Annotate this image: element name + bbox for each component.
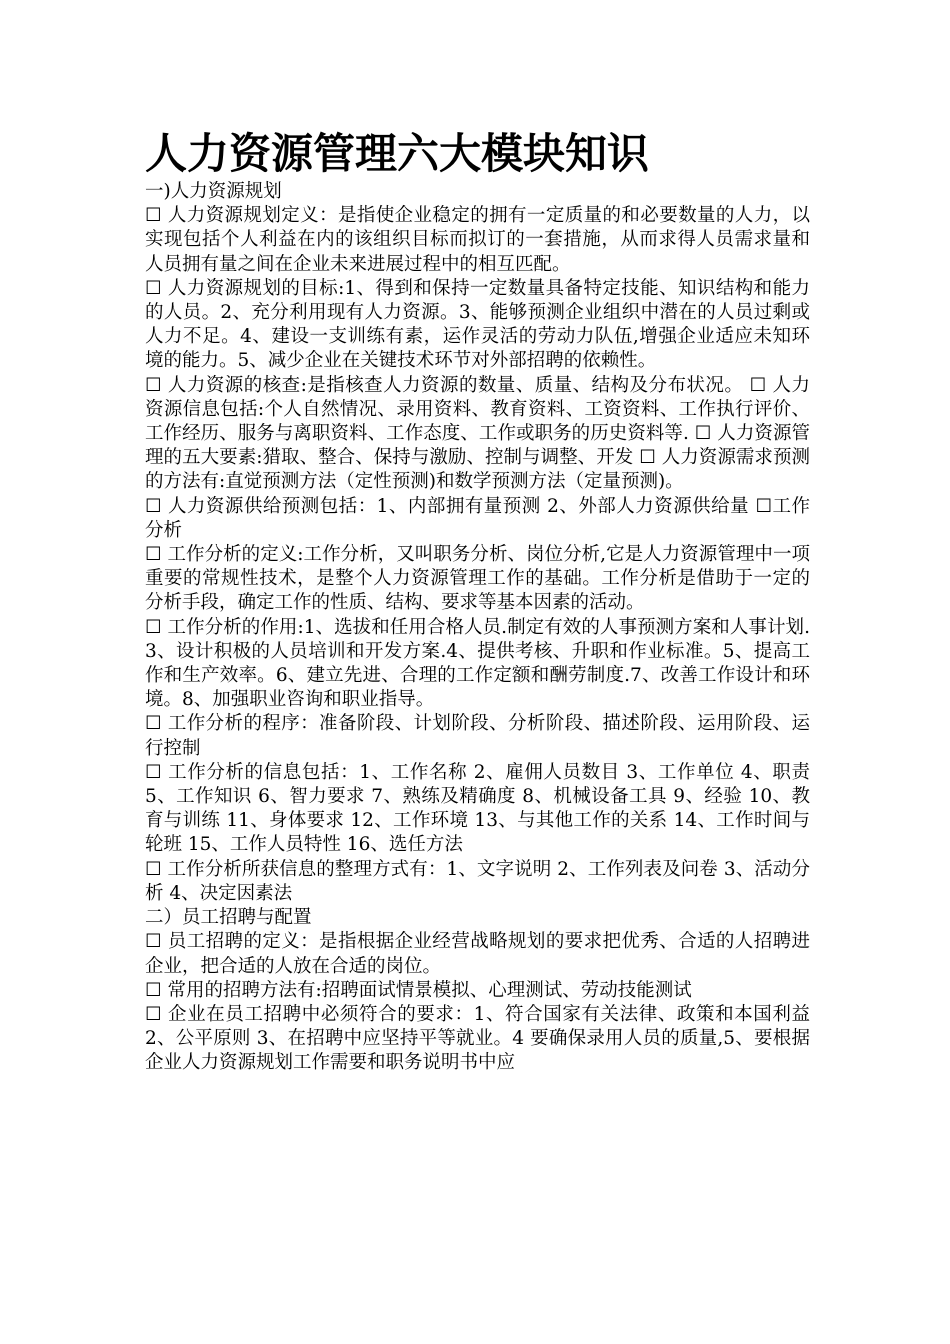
section-heading-recruitment: 二）员工招聘与配置 [145, 907, 312, 929]
paragraph-recruitment-requirements: ☐ 企业在员工招聘中必须符合的要求：1、符合国家有关法律、政策和本国利益 2、公平原则 3、在招聘中应坚持平等就业。4 要确保录用人员的质量,5、要根据企业人力资源规划工作需要和职务说明书中应 [145, 1003, 810, 1074]
paragraph-job-analysis-definition: ☐ 工作分析的定义:工作分析，又叫职务分析、岗位分析,它是人力资源管理中一项重要的常规性技术，是整个人力资源管理工作的基础。工作分析是借助于一定的分析手段，确定工作的性质、结构、要求等基本因素的活动。 [145, 544, 810, 614]
paragraph-recruitment-definition: ☐ 员工招聘的定义：是指根据企业经营战略规划的要求把优秀、合适的人招聘进企业，把合适的人放在合适的岗位。 [145, 931, 810, 977]
paragraph-recruitment-methods: ☐ 常用的招聘方法有:招聘面试情景模拟、心理测试、劳动技能测试 [145, 979, 692, 1001]
document-title: 人力资源管理六大模块知识 [145, 129, 650, 178]
paragraph-job-analysis-organization: ☐ 工作分析所获信息的整理方式有：1、文字说明 2、工作列表及问卷 3、活动分析 4、决定因素法 [145, 858, 810, 904]
paragraph-job-analysis-information: ☐ 工作分析的信息包括：1、工作名称 2、雇佣人员数目 3、工作单位 4、职责 5、工作知识 6、智力要求 7、熟练及精确度 8、机械设备工具 9、经验 10、教育与训练 11、身体要求 12、工作环境 13、与其他工作的关系 14、工作时间与轮班 15、工作人员特性 16、选任方法 [145, 761, 810, 856]
paragraph-hr-supply-forecast: ☐ 人力资源供给预测包括：1、内部拥有量预测 2、外部人力资源供给量 ☐工作分析 [145, 495, 810, 541]
paragraph-hr-planning-definition: ☐ 人力资源规划定义：是指使企业稳定的拥有一定质量的和必要数量的人力，以实现包括个人利益在内的该组织目标而拟订的一套措施，从而求得人员需求量和人员拥有量之间在企业未来进展过程中的相互匹配。 [145, 205, 810, 275]
document-page [145, 128, 810, 1076]
paragraph-hr-inventory: ☐ 人力资源的核查:是指核查人力资源的数量、质量、结构及分布状况。 ☐ 人力资源信息包括:个人自然情况、录用资料、教育资料、工资资料、工作执行评价、工作经历、服务与离职资料、工作态度、工作或职务的历史资料等. ☐ 人力资源管理的五大要素:猎取、整合、保持与激励、控制与调整、开发 ☐ 人力资源需求预测的方法有:直觉预测方法（定性预测)和数学预测方法（定量预测)。 [145, 374, 810, 493]
section-heading-hr-planning: 一)人力资源规划 [145, 181, 282, 202]
paragraph-hr-planning-goals: ☐ 人力资源规划的目标:1、得到和保持一定数量具备特定技能、知识结构和能力的人员。2、充分利用现有人力资源。3、能够预测企业组织中潜在的人员过剩或人力不足。4、建设一支训练有素，运作灵活的劳动力队伍,增强企业适应未知环境的能力。5、减少企业在关键技术环节对外部招聘的依赖性。 [145, 277, 810, 372]
paragraph-job-analysis-functions: ☐ 工作分析的作用:1、选拔和任用合格人员.制定有效的人事预测方案和人事计划.3、设计积极的人员培训和开发方案.4、提供考核、升职和作业标准。5、提高工作和生产效率。6、建立先进、合理的工作定额和酬劳制度.7、改善工作设计和环境。8、加强职业咨询和职业指导。 [145, 616, 810, 711]
paragraph-job-analysis-procedure: ☐ 工作分析的程序：准备阶段、计划阶段、分析阶段、描述阶段、运用阶段、运行控制 [145, 713, 810, 759]
